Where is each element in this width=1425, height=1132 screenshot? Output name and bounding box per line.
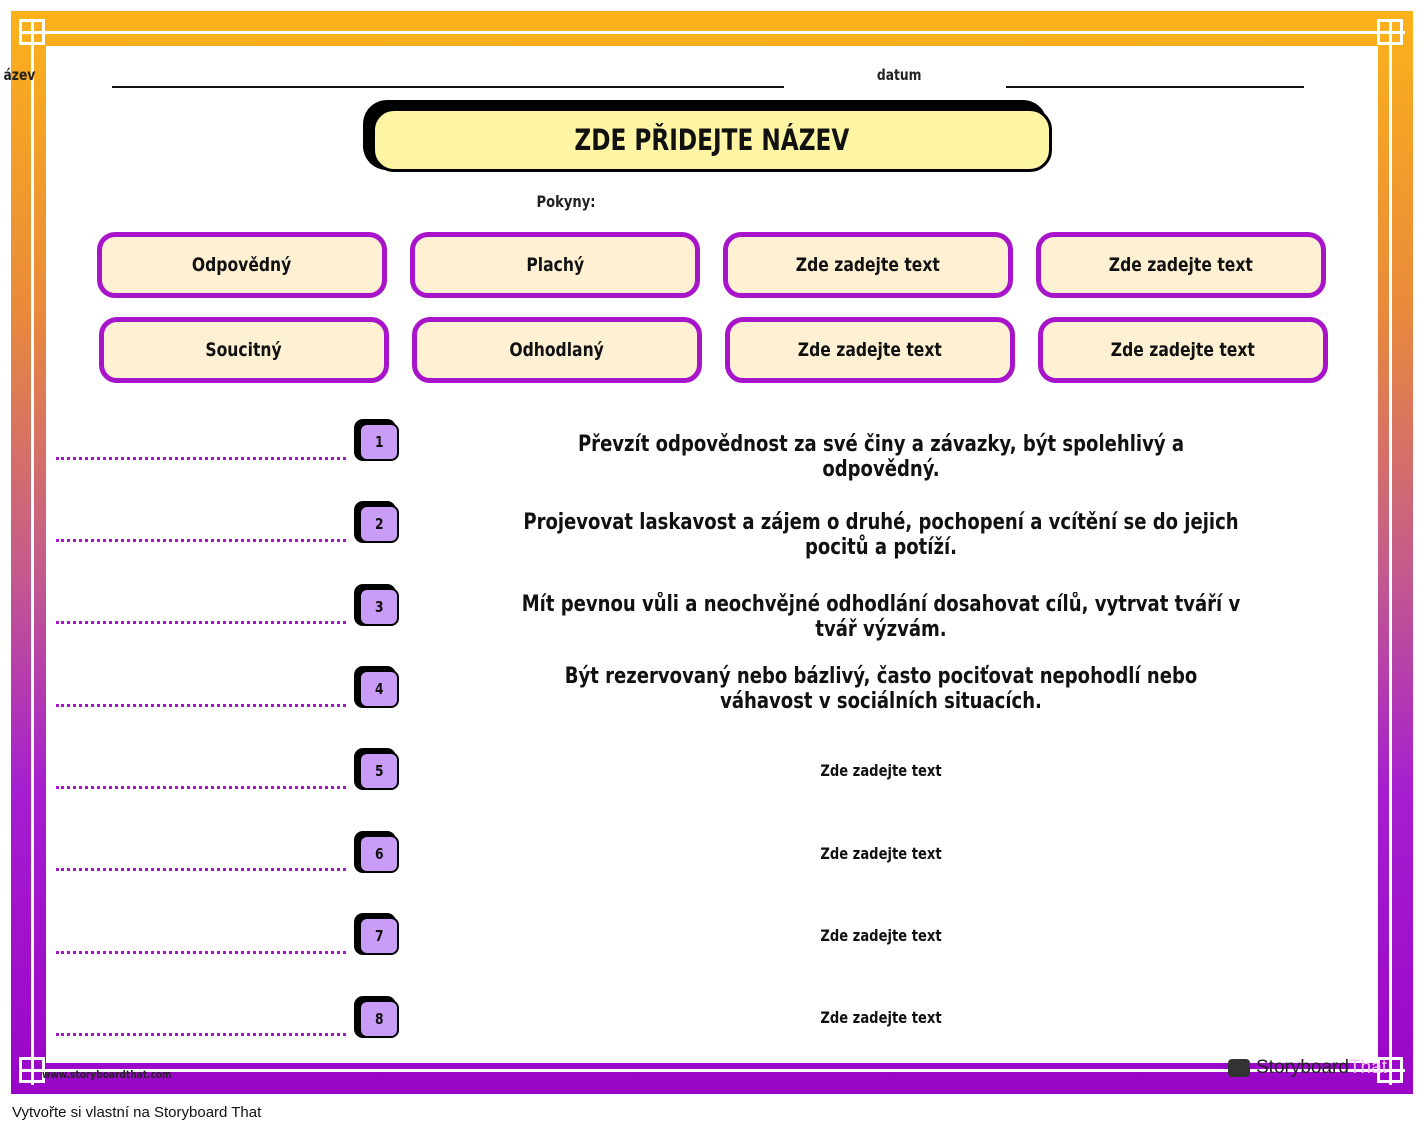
number-badge: 6 bbox=[359, 835, 399, 873]
brand-logo[interactable] bbox=[1228, 1056, 1387, 1080]
word-bank-item[interactable]: Odpovědný bbox=[97, 232, 387, 298]
footer-link[interactable]: Vytvořte si vlastní na Storyboard That bbox=[12, 1104, 262, 1121]
word-bank-item[interactable]: Odhodlaný bbox=[412, 317, 702, 383]
answer-line[interactable] bbox=[56, 1033, 346, 1036]
word-bank-item[interactable]: Zde zadejte text bbox=[1038, 317, 1328, 383]
definition-text: Zde zadejte text bbox=[820, 844, 942, 863]
word-bank-item[interactable]: Zde zadejte text bbox=[725, 317, 1015, 383]
answer-line[interactable] bbox=[56, 786, 346, 789]
number-badge: 3 bbox=[359, 588, 399, 626]
answer-line[interactable] bbox=[56, 457, 346, 460]
answer-line[interactable] bbox=[56, 951, 346, 954]
definition-text: Převzít odpovědnost za své činy a závazky, být spolehlivý a odpovědný. bbox=[577, 432, 1185, 482]
number-badge: 5 bbox=[359, 752, 399, 790]
site-url[interactable]: www.storyboardthat.com bbox=[42, 1068, 172, 1081]
instructions-label: Pokyny: bbox=[536, 192, 596, 211]
word-bank-item[interactable]: Zde zadejte text bbox=[723, 232, 1013, 298]
definition-text: Zde zadejte text bbox=[820, 1008, 942, 1027]
word-bank-item[interactable]: Soucitný bbox=[99, 317, 389, 383]
date-label: datum bbox=[876, 66, 922, 84]
name-line[interactable] bbox=[112, 86, 784, 88]
frame-rail-top bbox=[19, 31, 1405, 34]
brand-name: Storyboard bbox=[1256, 1057, 1349, 1078]
definition-text: Zde zadejte text bbox=[820, 926, 942, 945]
word-bank-item[interactable]: Plachý bbox=[410, 232, 700, 298]
name-label: ázev bbox=[3, 66, 36, 84]
definition-text: Zde zadejte text bbox=[820, 761, 942, 780]
definition-text: Projevovat laskavost a zájem o druhé, pochopení a vcítění se do jejich pocitů a potíží. bbox=[523, 510, 1239, 560]
speech-bubble-icon bbox=[1228, 1059, 1250, 1077]
number-badge: 4 bbox=[359, 670, 399, 708]
frame-corner bbox=[19, 19, 45, 45]
answer-line[interactable] bbox=[56, 704, 346, 707]
word-bank-item[interactable]: Zde zadejte text bbox=[1036, 232, 1326, 298]
brand-name-suffix: That bbox=[1348, 1057, 1387, 1078]
answer-line[interactable] bbox=[56, 868, 346, 871]
number-badge: 8 bbox=[359, 1000, 399, 1038]
definition-text: Být rezervovaný nebo bázlivý, často pociťovat nepohodlí nebo váhavost v sociálních situacích. bbox=[564, 664, 1198, 714]
frame-corner bbox=[1377, 19, 1403, 45]
frame-rail-left bbox=[31, 19, 34, 1085]
title-box[interactable] bbox=[372, 108, 1052, 172]
definition-text: Mít pevnou vůli a neochvějné odhodlání dosahovat cílů, vytrvat tváří v tvář výzvám. bbox=[521, 592, 1241, 642]
number-badge: 7 bbox=[359, 917, 399, 955]
number-badge: 1 bbox=[359, 423, 399, 461]
frame-rail-right bbox=[1389, 19, 1392, 1085]
number-badge: 2 bbox=[359, 505, 399, 543]
answer-line[interactable] bbox=[56, 539, 346, 542]
answer-line[interactable] bbox=[56, 621, 346, 624]
date-line[interactable] bbox=[1006, 86, 1304, 88]
page-title: ZDE PŘIDEJTE NÁZEV bbox=[574, 123, 850, 157]
frame-rail-bottom bbox=[19, 1069, 1405, 1072]
